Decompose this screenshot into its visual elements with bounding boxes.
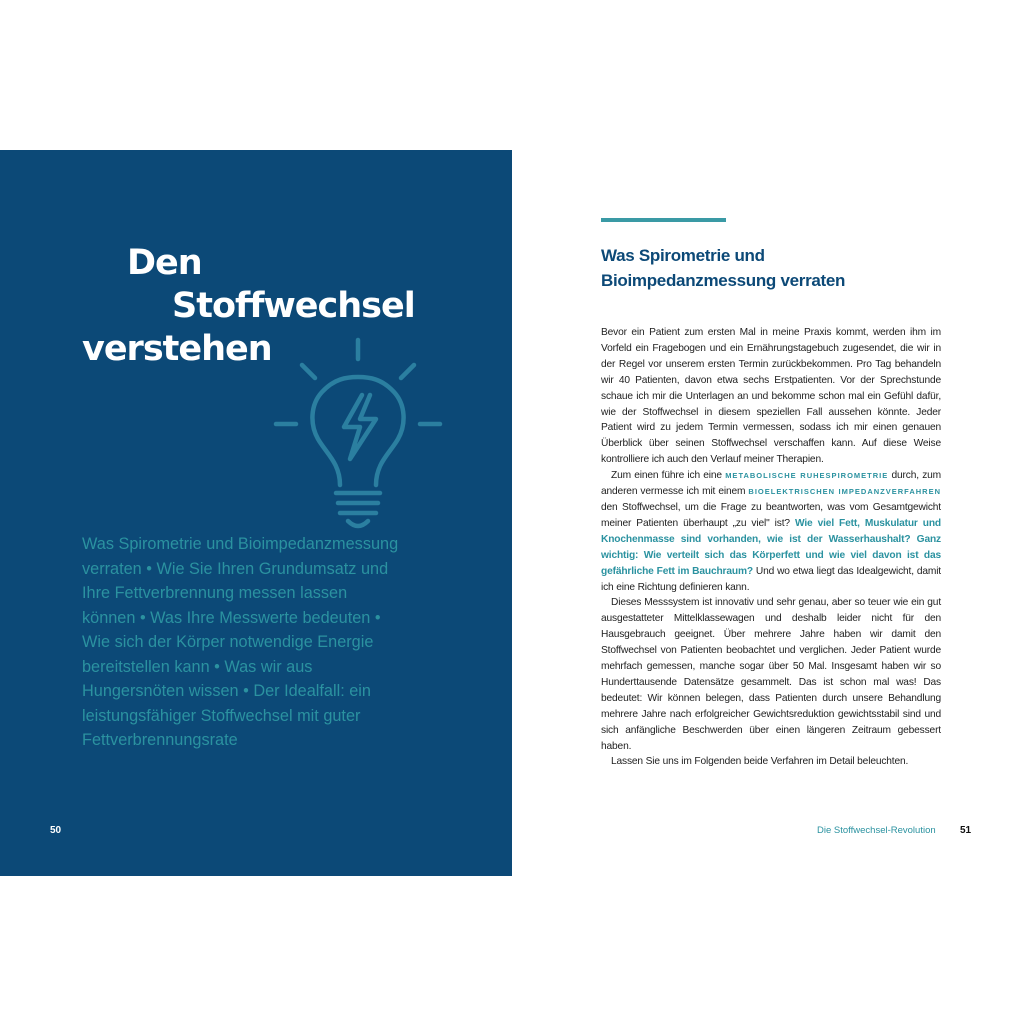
section-title-line: Bioimpedanzmessung verraten [601,270,846,290]
text-run: Zum einen führe ich eine [611,470,726,482]
paragraph [601,468,941,595]
text-run: durch, zum anderen vermesse ich mit einem [601,470,941,498]
body-text [601,325,941,770]
lightbulb-lightning-icon [270,335,450,535]
term-metabolische-ruhespirometrie: METABOLISCHE RUHESPIROMETRIE [725,471,889,481]
chapter-title-line: verstehen [82,329,272,369]
right-page [512,150,1024,876]
highlighted-questions: Wie viel Fett, Muskulatur und Knochenmasse sind vorhanden, wie ist der Wasserhaushalt? Ganz wichtig: Wie verteilt sich das Körperfett und wie viel davon ist das gefährliche Fett im Bauchraum? [601,517,941,577]
accent-rule [601,218,726,222]
ray-top-left [302,365,315,378]
bulb-tip [348,521,368,526]
term-bioelektrisches-impedanzverfahren: BIOELEKTRISCHEN IMPEDANZVERFAHREN [748,487,941,497]
ray-top-right [401,365,414,378]
section-title-line: Was Spirometrie und [601,246,765,265]
page-number-left: 50 [50,825,62,836]
page-number-right: 51 [960,825,972,836]
chapter-title-line: Stoffwechsel [172,286,415,326]
text-run: den Stoffwechsel, um die Frage zu beantworten, was vom Gesamtgewicht meiner Patienten überhaupt „zu viel" ist? [601,501,941,529]
text-run: Und wo etwa liegt das Idealgewicht, damit ich eine Richtung definieren kann. [601,565,941,593]
left-page [0,150,512,876]
chapter-summary: Was Spirometrie und Bioimpedanzmessung verraten • Wie Sie Ihren Grundumsatz und Ihre Fettverbrennung messen lassen können • Was Ihre Messwerte bedeuten • Wie sich der Körper notwendige Energie bereitstellen kann • Was wir aus Hungersnöten wissen • Der Idealfall: ein leistungsfähiger Stoffwechsel mit guter Fettverbrennungsrate [82,535,399,749]
section-title [601,244,901,293]
lightning-bolt [344,395,376,459]
running-footer-title: Die Stoffwechsel-Revolution [817,825,936,836]
paragraph: Dieses Messsystem ist innovativ und sehr genau, aber so teuer wie ein gut ausgestatteter Mittelklassewagen und deshalb leider nicht für den Hausgebrauch geeignet. Über mehrere Jahre haben wir damit den Stoffwechsel von Patienten beobachtet und verglichen. Jeder Patient wurde mehrfach gemessen, manche sogar über 50 Mal. Insgesamt haben wir so Hunderttausende Datensätze gesammelt. Das ist schon mal was! Das bedeutet: Wir können belegen, dass Patienten durch unsere Behandlung mehrere Jahre nach erfolgreicher Gewichtsreduktion gewichtsstabil sind und sich anfängliche Beschwerden über einen längeren Zeitraum gebessert haben. [601,597,941,752]
chapter-title-line: Den [127,243,202,283]
paragraph: Bevor ein Patient zum ersten Mal in meine Praxis kommt, werden ihm im Vorfeld ein Fragebogen und ein Ernährungstagebuch zugesendet, die wir in der Regel vor unserem ersten Termin zurückbekommen. Pro Tag behandeln wir 40 Patienten, davon etwa sechs Erstpatienten. Vor der Sprechstunde schaue ich mir die Unterlagen an und bekomme schon mal ein Gefühl dafür, wie der Stoffwechsel in diesem speziellen Fall aussehen könnte. Jeder Patient wird zu jedem Termin vermessen, sodass ich mir einen genauen Überblick über seinen Stoffwechsel verschaffen kann. Auf diese Weise kontrolliere ich auch den Verlauf meiner Therapien. [601,327,941,466]
paragraph: Lassen Sie uns im Folgenden beide Verfahren im Detail beleuchten. [611,756,909,768]
